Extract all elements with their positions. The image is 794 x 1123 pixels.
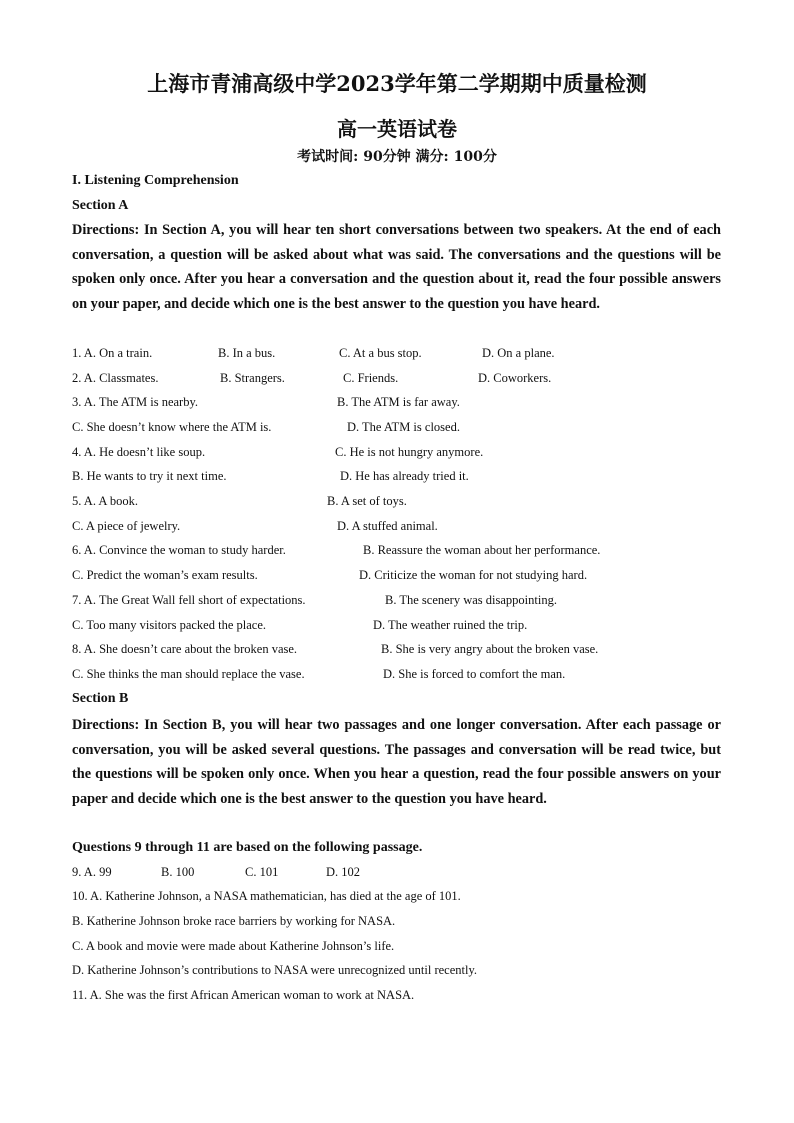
q6-option-d: D. Criticize the woman for not studying hard. <box>359 568 588 582</box>
q3-option-a: 3. A. The ATM is nearby. <box>72 395 199 409</box>
q7-option-c: C. Too many visitors packed the place. <box>72 618 266 632</box>
q1-option-a: 1. A. On a train. <box>72 346 153 360</box>
q9-option-c: C. 101 <box>245 865 279 879</box>
q10-option-b: B. Katherine Johnson broke race barriers by working for NASA. <box>72 914 396 928</box>
q6-option-c: C. Predict the woman’s exam results. <box>72 568 258 582</box>
section-a-directions: Directions: In Section A, you will hear ten short conversations between two speakers. At the end of each conversation, a question will be asked about what was said. The conversations and the questions will be spoken only once. After you hear a conversation and the question about it, read the four possible answers on your paper, and decide which one is the best answer to the question you have heard. <box>72 222 721 313</box>
q3-option-b: B. The ATM is far away. <box>337 395 460 409</box>
section-a-heading: Section A <box>72 198 129 213</box>
q7-option-d: D. The weather ruined the trip. <box>373 618 528 632</box>
q4-option-a: 4. A. He doesn’t like soup. <box>72 445 206 459</box>
q7-option-b: B. The scenery was disappointing. <box>385 593 557 607</box>
q8-option-a: 8. A. She doesn’t care about the broken vase. <box>72 642 298 656</box>
q5-option-d: D. A stuffed animal. <box>337 519 438 533</box>
q2-option-d: D. Coworkers. <box>478 371 552 385</box>
q4-option-d: D. He has already tried it. <box>340 469 469 483</box>
part-heading: I. Listening Comprehension <box>72 173 239 188</box>
q10-option-c: C. A book and movie were made about Katherine Johnson’s life. <box>72 939 395 953</box>
q6-option-b: B. Reassure the woman about her performance. <box>363 543 601 557</box>
section-b-directions: Directions: In Section B, you will hear two passages and one longer conversation. After each passage or conversation, you will be asked several questions. The passages and conversation will be read twice, but the questions will be spoken only once. When you hear a question, read the four possible answers on your paper and decide which one is the best answer to the question you have heard. <box>72 717 721 808</box>
q10-option-d: D. Katherine Johnson’s contributions to NASA were unrecognized until recently. <box>72 963 478 977</box>
q1-option-b: B. In a bus. <box>218 346 276 360</box>
q8-option-d: D. She is forced to comfort the man. <box>383 667 566 681</box>
exam-info: 考试时间: 90分钟 满分: 100分 <box>297 149 497 165</box>
exam-subtitle: 高一英语试卷 <box>337 117 457 141</box>
q9-option-a: 9. A. 99 <box>72 865 112 879</box>
q9-option-b: B. 100 <box>161 865 195 879</box>
q10-option-a: 10. A. Katherine Johnson, a NASA mathematician, has died at the age of 101. <box>72 889 461 903</box>
q8-option-c: C. She thinks the man should replace the vase. <box>72 667 305 681</box>
q7-option-a: 7. A. The Great Wall fell short of expectations. <box>72 593 306 607</box>
q4-option-b: B. He wants to try it next time. <box>72 469 227 483</box>
q1-option-d: D. On a plane. <box>482 346 555 360</box>
q2-option-a: 2. A. Classmates. <box>72 371 159 385</box>
q4-option-c: C. He is not hungry anymore. <box>335 445 484 459</box>
q5-option-c: C. A piece of jewelry. <box>72 519 181 533</box>
exam-title: 上海市青浦高级中学2023学年第二学期期中质量检测 <box>147 71 647 96</box>
section-b-heading: Section B <box>72 691 129 706</box>
q5-option-a: 5. A. A book. <box>72 494 138 508</box>
q3-option-c: C. She doesn’t know where the ATM is. <box>72 420 272 434</box>
q5-option-b: B. A set of toys. <box>327 494 407 508</box>
q2-option-b: B. Strangers. <box>220 371 285 385</box>
q6-option-a: 6. A. Convince the woman to study harder. <box>72 543 286 557</box>
question-group-heading: Questions 9 through 11 are based on the following passage. <box>72 840 423 855</box>
q8-option-b: B. She is very angry about the broken vase. <box>381 642 599 656</box>
q11-option-a: 11. A. She was the first African American woman to work at NASA. <box>72 988 415 1002</box>
q9-option-d: D. 102 <box>326 865 361 879</box>
q3-option-d: D. The ATM is closed. <box>347 420 460 434</box>
q1-option-c: C. At a bus stop. <box>339 346 422 360</box>
q2-option-c: C. Friends. <box>343 371 399 385</box>
